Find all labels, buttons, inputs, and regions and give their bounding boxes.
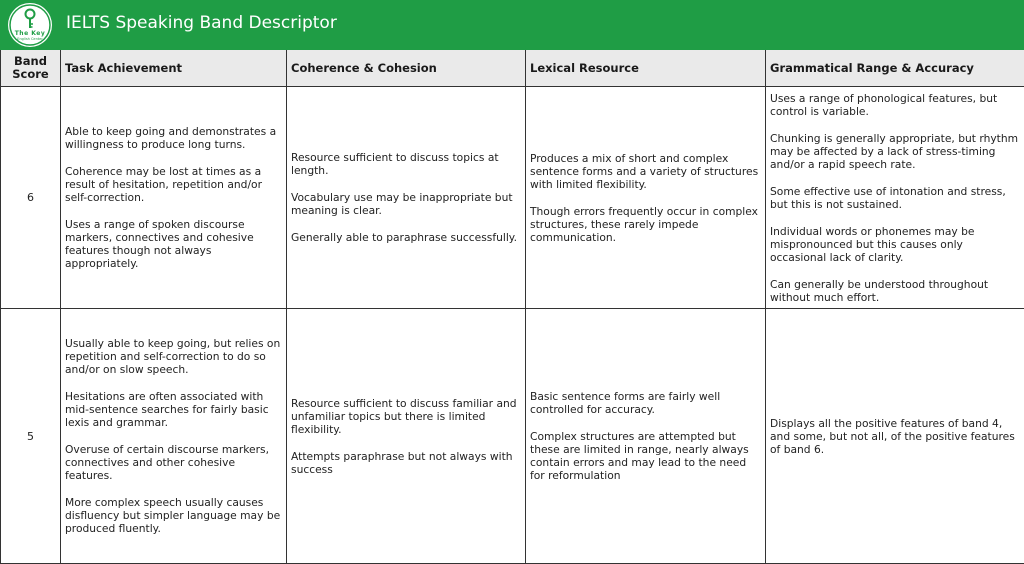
band-score-cell: 6: [1, 87, 61, 309]
descriptor-text: Individual words or phonemes may be mispronounced but this causes only occasional lack of clarity.: [770, 224, 975, 264]
descriptor-text: Displays all the positive features of band 4, and some, but not all, of the positive features of band 6.: [770, 416, 1015, 456]
descriptor-text: Coherence may be lost at times as a result of hesitation, repetition and/or self-correction.: [65, 165, 262, 204]
table-header-row: [1, 50, 1024, 87]
descriptor-text: Usually able to keep going, but relies on repetition and self-correction to do so and/or on slow speech.: [65, 337, 281, 376]
descriptor-text: Basic sentence forms are fairly well controlled for accuracy.: [530, 390, 721, 416]
descriptor-text: Complex structures are attempted but these are limited in range, nearly always contain errors and may lead to the need for reformulation: [530, 430, 749, 482]
descriptor-text: Uses a range of phonological features, but control is variable.: [770, 91, 998, 118]
descriptor-text: Chunking is generally appropriate, but rhythm may be affected by a lack of stress-timing and/or a rapid speech rate.: [770, 131, 1019, 171]
coherence-cell: [287, 87, 526, 309]
page-title: IELTS Speaking Band Descriptor: [66, 13, 337, 33]
grammar-cell: [766, 87, 1024, 309]
column-header-grammar: Grammatical Range & Accuracy: [766, 50, 1024, 87]
column-header-lexical: Lexical Resource: [526, 50, 766, 87]
logo[interactable]: [8, 3, 52, 47]
logo-tagline: English Center: [17, 37, 43, 41]
grammar-cell: [766, 309, 1024, 564]
column-header-coherence: Coherence & Cohesion: [287, 50, 526, 87]
descriptor-text: Vocabulary use may be inappropriate but meaning is clear.: [291, 191, 513, 217]
descriptor-text: Uses a range of spoken discourse markers, connectives and cohesive features though not always appropriately.: [65, 218, 254, 270]
band-descriptor-table: [0, 50, 1024, 564]
descriptor-text: Some effective use of intonation and stress, but this is not sustained.: [770, 184, 1006, 211]
descriptor-text: Resource sufficient to discuss topics at length.: [291, 151, 499, 177]
descriptor-text: Overuse of certain discourse markers, connectives and other cohesive features.: [65, 443, 269, 482]
descriptor-text: Produces a mix of short and complex sentence forms and a variety of structures with limited flexibility.: [530, 151, 759, 191]
descriptor-text: Resource sufficient to discuss familiar and unfamiliar topics but there is limited flexibility.: [291, 396, 517, 436]
column-header-band-score: Band Score: [1, 50, 61, 87]
lexical-cell: [526, 87, 766, 309]
table-row: [1, 87, 1024, 309]
descriptor-text: Able to keep going and demonstrates a willingness to produce long turns.: [65, 125, 277, 151]
logo-name: The Key: [14, 30, 46, 37]
column-header-task-achievement: Task Achievement: [61, 50, 287, 87]
coherence-cell: [287, 309, 526, 564]
lexical-cell: [526, 309, 766, 564]
descriptor-text: Attempts paraphrase but not always with success: [291, 449, 513, 476]
header-bar: [0, 0, 1024, 50]
descriptor-text: Generally able to paraphrase successfully.: [291, 231, 518, 244]
descriptor-text: More complex speech usually causes disfluency but simpler language may be produced fluently.: [65, 496, 281, 535]
task-achievement-cell: [61, 309, 287, 564]
descriptor-text: Can generally be understood throughout without much effort.: [770, 277, 989, 304]
band-score-cell: 5: [1, 309, 61, 564]
descriptor-text: Hesitations are often associated with mid-sentence searches for fairly basic lexis and grammar.: [65, 390, 269, 429]
descriptor-text: Though errors frequently occur in complex structures, these rarely impede communication.: [530, 204, 758, 244]
table-row: [1, 309, 1024, 564]
task-achievement-cell: [61, 87, 287, 309]
